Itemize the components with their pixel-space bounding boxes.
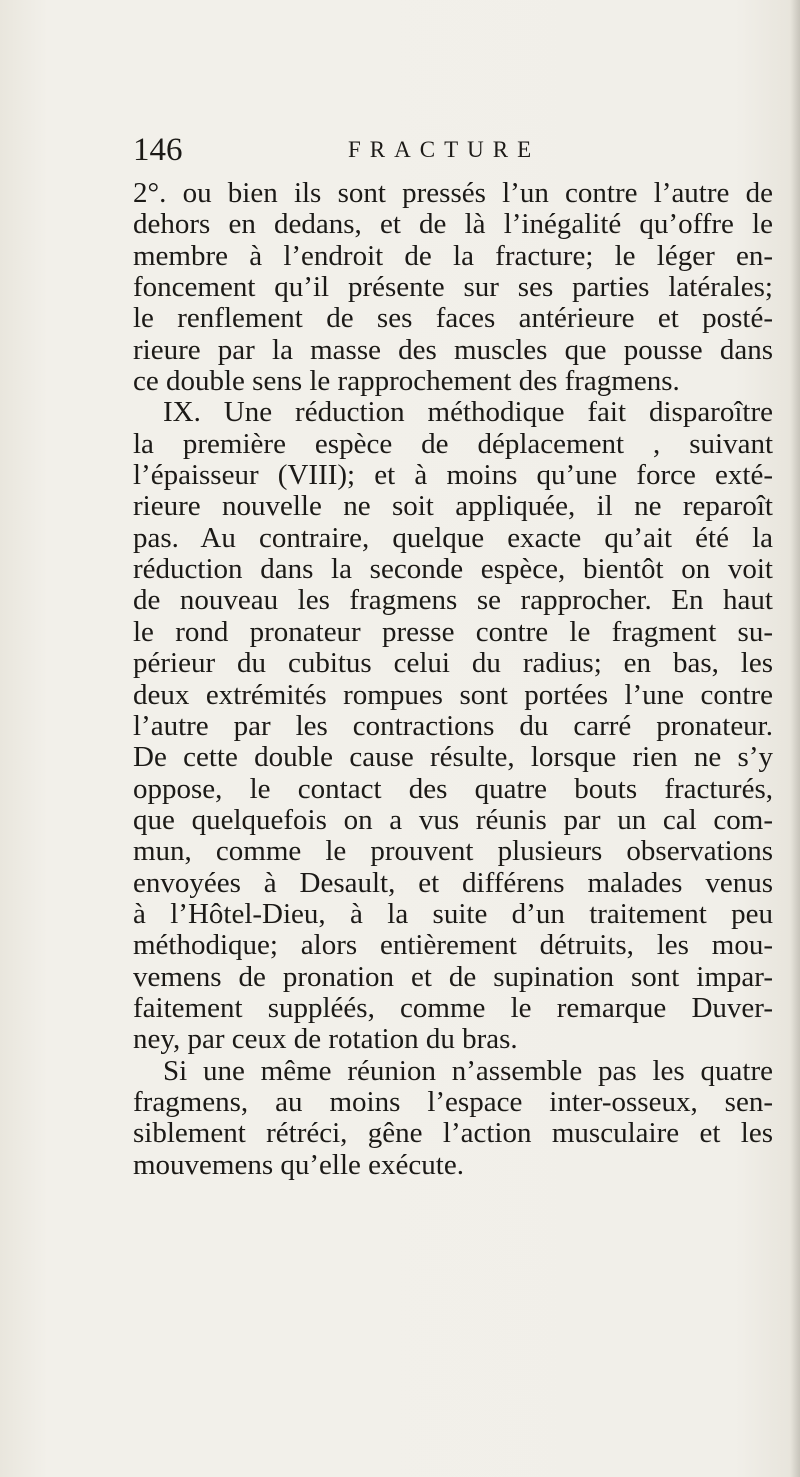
- text-line: le rond pronateur presse contre le fragment su-: [133, 615, 773, 648]
- text-line: périeur du cubitus celui du radius; en bas, les: [133, 647, 773, 680]
- text-line: méthodique; alors entièrement détruits, les mou-: [133, 929, 773, 962]
- body-text: [133, 178, 773, 1181]
- text-line: l’autre par les contractions du carré pronateur.: [133, 709, 773, 742]
- text-line: ney, par ceux de rotation du bras.: [133, 1023, 518, 1056]
- text-line: siblement rétréci, gêne l’action musculaire et les: [133, 1117, 773, 1150]
- text-line: De cette double cause résulte, lorsque rien ne s’y: [133, 741, 773, 774]
- page-number: 146: [133, 132, 183, 168]
- running-head: FRACTURE: [348, 137, 541, 162]
- page-header: [133, 128, 693, 172]
- text-line: le renflement de ses faces antérieure et posté-: [133, 302, 773, 335]
- text-line: vemens de pronation et de supination sont impar-: [133, 960, 773, 993]
- text-line: envoyées à Desault, et différens malades venus: [133, 866, 773, 899]
- page-edge-shadow: [790, 0, 800, 1477]
- text-line: 2°. ou bien ils sont pressés l’un contre l’autre de: [133, 177, 773, 209]
- text-line: que quelquefois on a vus réunis par un cal com-: [133, 803, 773, 836]
- text-line: Si une même réunion n’assemble pas les quatre: [163, 1054, 773, 1087]
- text-line: mouvemens qu’elle exécute.: [133, 1148, 464, 1181]
- text-line: deux extrémités rompues sont portées l’une contre: [133, 678, 773, 711]
- text-line: foncement qu’il présente sur ses parties latérales;: [133, 271, 773, 304]
- text-line: IX. Une réduction méthodique fait disparoître: [163, 396, 773, 429]
- text-line: réduction dans la seconde espèce, bientôt on voit: [133, 553, 773, 586]
- text-line: rieure nouvelle ne soit appliquée, il ne reparoît: [133, 490, 773, 523]
- text-line: mun, comme le prouvent plusieurs observations: [133, 835, 773, 868]
- text-line: faitement suppléés, comme le remarque Duver-: [133, 991, 773, 1024]
- text-line: de nouveau les fragmens se rapprocher. En haut: [133, 584, 773, 617]
- text-line: fragmens, au moins l’espace inter-osseux, sen-: [133, 1085, 773, 1118]
- text-line: rieure par la masse des muscles que pousse dans: [133, 333, 773, 366]
- text-line: la première espèce de déplacement , suivant: [133, 427, 773, 460]
- text-line: membre à l’endroit de la fracture; le léger en-: [133, 239, 773, 272]
- text-line: pas. Au contraire, quelque exacte qu’ait été la: [133, 521, 773, 554]
- text-line: oppose, le contact des quatre bouts fracturés,: [133, 772, 773, 805]
- text-line: l’épaisseur (VIII); et à moins qu’une force exté-: [133, 459, 773, 492]
- text-line: à l’Hôtel-Dieu, à la suite d’un traitement peu: [133, 897, 773, 930]
- text-line: dehors en dedans, et de là l’inégalité qu’offre le: [133, 208, 773, 241]
- text-line: ce double sens le rapprochement des fragmens.: [133, 365, 680, 398]
